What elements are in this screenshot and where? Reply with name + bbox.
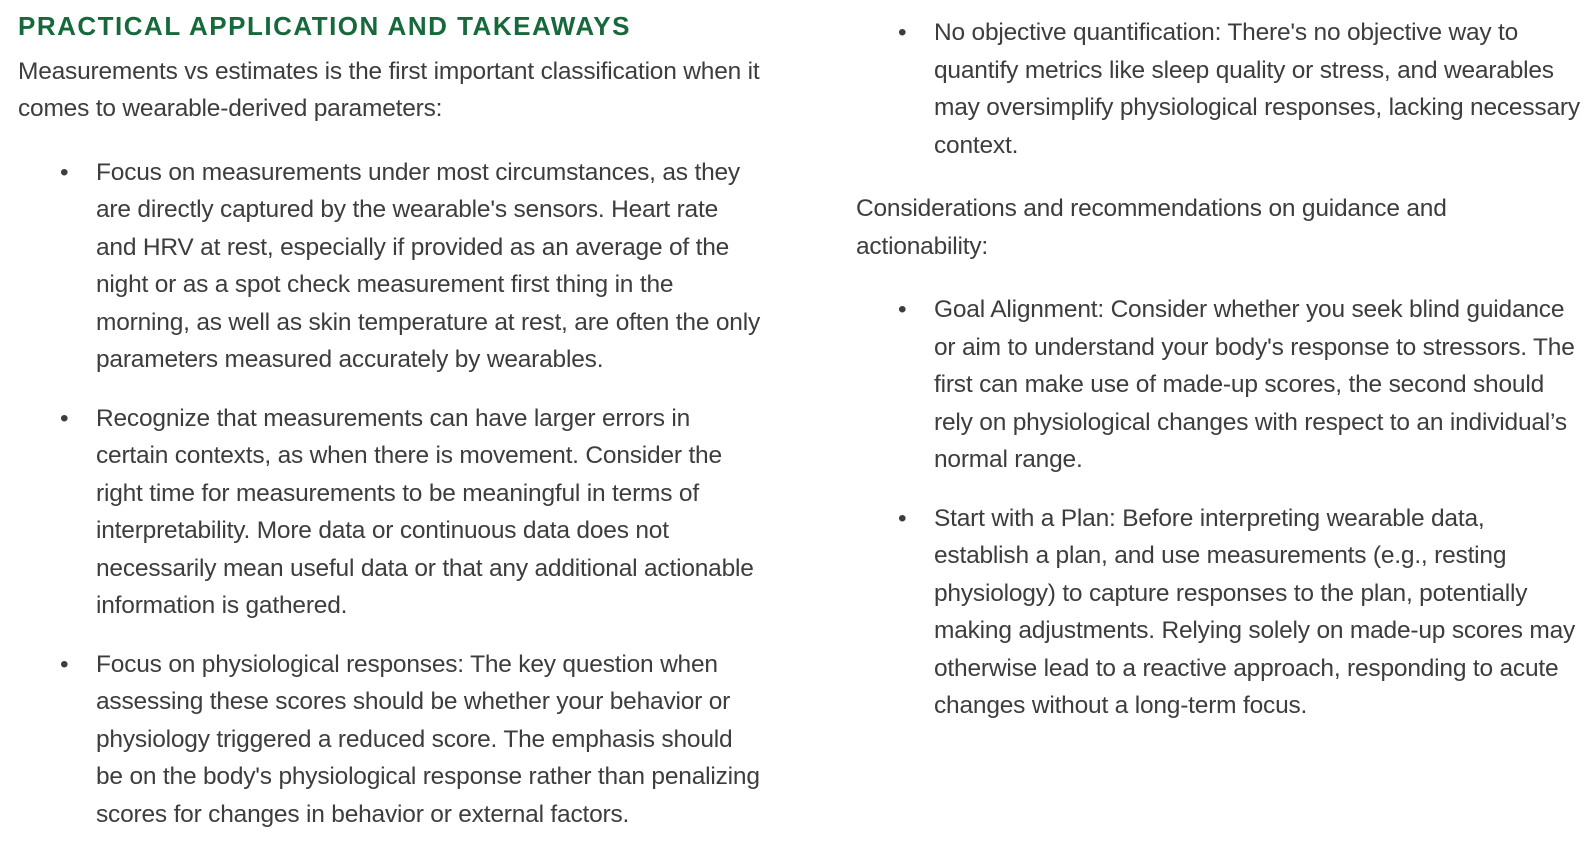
left-column	[18, 12, 760, 859]
right-top-bullet-list	[856, 14, 1581, 164]
section-heading: PRACTICAL APPLICATION AND TAKEAWAYS	[18, 11, 631, 41]
bullet-icon: •	[60, 650, 69, 678]
bullet-icon: •	[898, 19, 907, 46]
list-item-text: Goal Alignment: Consider whether you seek blind guidance or aim to understand your body's response to stressors. The first can make use of made-up scores, the second should rely on physiological changes with respect to an individual’s normal range.	[934, 296, 1575, 473]
list-item-text: Focus on measurements under most circumstances, as they are directly captured by the wearable's sensors. Heart rate and HRV at rest, especially if provided as an average of the night or as a spot check measurement first thing in the morning, as well as skin temperature at rest, are often the only parameters measured accurately by wearables.	[96, 158, 761, 374]
list-item	[856, 291, 1581, 479]
intro-paragraph: Measurements vs estimates is the first important classification when it comes to wearable-derived parameters:	[18, 57, 760, 123]
list-item-text: Focus on physiological responses: The key question when assessing these scores should be whether your behavior or physiology triggered a reduced score. The emphasis should be on the body's physiological response rather than penalizing scores for changes in behavior or external factors.	[96, 650, 760, 828]
left-bullet-list	[18, 154, 760, 834]
right-bullet-list	[856, 291, 1581, 725]
considerations-paragraph: Considerations and recommendations on guidance and actionability:	[856, 195, 1447, 260]
bullet-icon: •	[60, 158, 69, 186]
list-item-text: Recognize that measurements can have larger errors in certain contexts, as when there is movement. Consider the right time for measurements to be meaningful in terms of interpretability. More data or continuous data does not necessarily mean useful data or that any additional actionable information is gathered.	[96, 404, 754, 620]
list-item-text: No objective quantification: There's no objective way to quantify metrics like sleep quality or stress, and wearables may oversimplify physiological responses, lacking necessary context.	[934, 19, 1580, 159]
list-item-text: Start with a Plan: Before interpreting wearable data, establish a plan, and use measurements (e.g., resting physiology) to capture responses to the plan, potentially making adjustments. Relying solely on made-up scores may otherwise lead to a reactive approach, responding to acute changes without a long-term focus.	[934, 504, 1576, 719]
bullet-icon: •	[60, 404, 69, 432]
list-item	[856, 500, 1581, 725]
right-column	[856, 12, 1581, 859]
bullet-icon: •	[898, 504, 907, 532]
list-item	[18, 154, 760, 379]
bullet-icon: •	[898, 296, 907, 323]
list-item	[856, 14, 1581, 164]
list-item	[18, 400, 760, 625]
list-item	[18, 646, 760, 834]
